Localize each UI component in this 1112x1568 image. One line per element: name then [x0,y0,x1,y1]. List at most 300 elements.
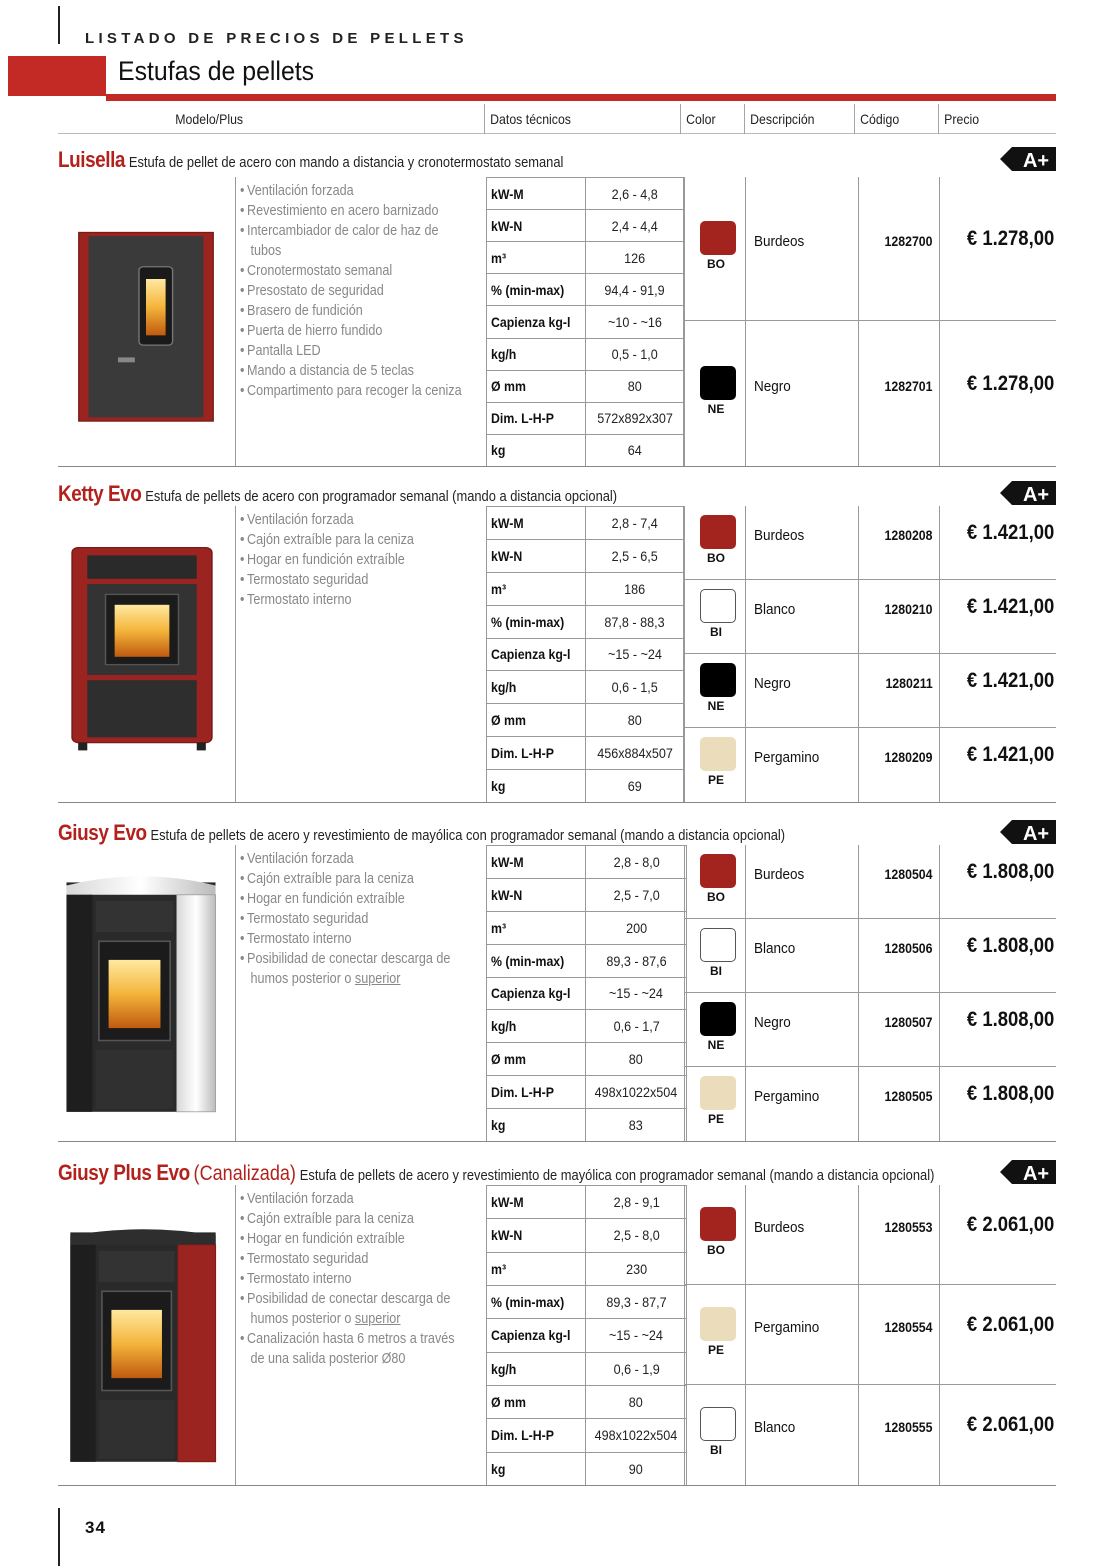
bullet-icon: • [240,283,245,299]
bullet-icon: • [240,383,245,399]
code-cell [858,1185,940,1284]
code-cell [858,1067,940,1141]
feature-item [240,1269,455,1289]
spec-label: kg/h [487,671,586,704]
model-header [58,481,1056,507]
spec-row [487,402,684,434]
spec-label: % (min-max) [487,274,586,306]
model-name: Luisella [58,147,126,172]
feature-item [240,301,462,321]
spec-value: 64 [586,434,684,466]
bullet-icon: • [240,183,245,199]
variant-description: Negro [754,675,791,692]
feature-text: Hogar en fundición extraíble [247,552,405,568]
variant-description: Blanco [754,1419,796,1436]
tech-specs-table [486,506,684,803]
feature-text: Ventilación forzada [247,183,354,199]
price: € 2.061,00 [966,1313,1054,1336]
color-code: BO [707,551,725,565]
bullet-icon: • [240,592,245,608]
spec-value: 2,6 - 4,8 [586,178,684,210]
feature-item [240,201,462,221]
color-cell [684,506,746,579]
bullet-icon: • [240,911,245,927]
col-header-color: Color [680,104,716,134]
variant-description: Burdeos [754,866,805,883]
model-header [58,1160,1056,1186]
bullet-icon: • [240,323,245,339]
feature-list [235,506,440,802]
energy-class-badge [1000,820,1056,844]
variant-description: Pergamino [754,749,820,766]
spec-row [487,1352,687,1385]
feature-text: Intercambiador de calor de haz de [247,223,439,239]
feature-text: Cronotermostato semanal [247,263,393,279]
color-cell [684,177,746,320]
feature-item [240,969,450,989]
color-cell [684,845,746,918]
energy-class-label: A+ [1022,150,1050,171]
spec-row [487,1109,687,1142]
spec-row [487,1219,687,1252]
spec-row [487,572,684,605]
spec-label: Capienza kg-l [487,977,586,1010]
color-cell [684,1385,746,1485]
spec-value: 498x1022x504 [586,1419,687,1452]
feature-text: Revestimiento en acero barnizado [247,203,439,219]
spec-row [487,605,684,638]
spec-value: 572x892x307 [586,402,684,434]
feature-text: Ventilación forzada [247,1191,354,1207]
bullet-icon: • [240,363,245,379]
spec-value: 200 [586,911,687,944]
feature-text: Termostato seguridad [247,911,369,927]
spec-label: Dim. L-H-P [487,1419,586,1452]
bullet-icon: • [240,1291,245,1307]
code-cell [858,845,940,918]
feature-item [240,570,414,590]
feature-text: Posibilidad de conectar descarga de [247,1291,451,1307]
spec-row [487,737,684,770]
color-code: BI [710,1443,722,1457]
variant-row [684,1067,1056,1141]
model-header-text [58,820,785,846]
model-name: Ketty Evo [58,481,142,506]
page-title: Estufas de pellets [118,56,315,86]
spec-label: m³ [487,572,586,605]
spec-label: % (min-max) [487,944,586,977]
code-cell [858,1385,940,1485]
color-code: NE [707,699,725,713]
page-margin-rule [58,6,60,44]
color-cell [684,1185,746,1284]
spec-label: kg [487,1109,586,1142]
feature-item [240,381,462,401]
spec-row [487,1186,687,1219]
feature-item [240,261,462,281]
color-cell [684,1067,746,1141]
price: € 1.278,00 [966,371,1054,395]
color-swatch [700,663,736,697]
spec-label: kW-M [487,846,586,879]
price: € 1.421,00 [966,595,1054,618]
section-divider [58,1141,1056,1142]
product-code: 1280505 [885,1088,933,1104]
spec-value: 230 [586,1252,687,1285]
section-divider [58,466,1056,467]
feature-text: Brasero de fundición [247,303,363,319]
product-code: 1282701 [885,377,933,394]
spec-row [487,1385,687,1418]
spec-value: 0,6 - 1,5 [586,671,684,704]
spec-label: kg [487,434,586,466]
product-code: 1280554 [885,1319,933,1335]
bullet-icon: • [240,851,245,867]
price: € 1.278,00 [966,227,1054,250]
page-number: 34 [85,1518,106,1537]
feature-list [235,177,495,466]
feature-item [240,1209,455,1229]
color-swatch [700,1307,736,1341]
variant-description: Negro [754,377,791,395]
feature-text: Termostato interno [247,1271,352,1287]
spec-row [487,704,684,737]
spec-label: kW-M [487,178,586,210]
spec-row [487,638,684,671]
feature-text: Mando a distancia de 5 teclas [247,363,414,379]
spec-label: m³ [487,242,586,274]
code-cell [858,506,940,579]
product-code: 1280210 [885,601,933,617]
spec-value: 0,6 - 1,7 [586,1010,687,1043]
feature-item [240,1329,455,1349]
tech-specs-table [486,1185,687,1486]
variant-description: Burdeos [754,233,805,250]
model-header [58,820,1056,846]
spec-label: Ø mm [487,1385,586,1418]
color-swatch [700,221,736,255]
feature-item [240,889,450,909]
color-swatch [700,1002,736,1036]
variant-description: Blanco [754,601,796,618]
feature-text: Cajón extraíble para la ceniza [247,532,414,548]
color-code: BO [707,257,725,271]
feature-item [240,550,414,570]
spec-row [487,242,684,274]
stove-image [60,870,222,1123]
page-margin-rule-bottom [58,1508,60,1566]
product-code: 1280504 [885,866,933,882]
feature-text: Presostato de seguridad [247,283,384,299]
spec-label: % (min-max) [487,605,586,638]
bullet-icon: • [240,891,245,907]
spec-value: 83 [586,1109,687,1142]
product-code: 1280209 [885,749,933,765]
spec-value: 89,3 - 87,7 [586,1285,687,1318]
spec-label: m³ [487,911,586,944]
color-code: BO [707,1243,725,1257]
bullet-icon: • [240,303,245,319]
feature-item [240,909,450,929]
spec-row [487,370,684,402]
feature-item: de una salida posterior Ø80 [250,1351,406,1367]
bullet-icon: • [240,552,245,568]
energy-class-label: A+ [1022,823,1050,844]
feature-item [240,1249,455,1269]
spec-label: kg [487,770,586,803]
spec-value: 2,8 - 7,4 [586,507,684,540]
variant-row [684,321,1056,466]
variant-description: Burdeos [754,1219,805,1236]
color-code: BI [710,625,722,639]
column-headers [58,104,1056,134]
code-cell [858,1285,940,1384]
spec-row [487,1419,687,1452]
spec-label: kW-N [487,210,586,242]
tech-specs-table [486,845,687,1142]
spec-label: kg/h [487,1010,586,1043]
feature-item [240,869,450,889]
spec-row [487,434,684,466]
feature-text: Hogar en fundición extraíble [247,1231,405,1247]
bullet-icon: • [240,1251,245,1267]
feature-text: Canalización hasta 6 metros a través [247,1331,455,1347]
spec-value: 126 [586,242,684,274]
spec-label: Capienza kg-l [487,638,586,671]
spec-row [487,1252,687,1285]
bullet-icon: • [240,1191,245,1207]
color-cell [684,993,746,1066]
feature-text: Compartimento para recoger la ceniza [247,383,462,399]
spec-value: 498x1022x504 [586,1076,687,1109]
spec-row [487,1452,687,1485]
spec-label: Ø mm [487,704,586,737]
spec-label: kW-N [487,1219,586,1252]
product-code: 1280208 [885,527,933,543]
bullet-icon: • [240,1331,245,1347]
feature-item [240,281,462,301]
bullet-icon: • [240,572,245,588]
bullet-icon: • [240,532,245,548]
color-swatch [700,1076,736,1110]
spec-value: 94,4 - 91,9 [586,274,684,306]
bullet-icon: • [240,931,245,947]
product-code: 1280555 [885,1419,933,1435]
feature-item [240,849,450,869]
spec-label: Dim. L-H-P [487,737,586,770]
variant-row [684,580,1056,654]
spec-label: % (min-max) [487,1285,586,1318]
spec-value: 2,5 - 8,0 [586,1219,687,1252]
title-accent-rule [106,94,1056,101]
spec-row [487,306,684,338]
bullet-icon: • [240,1211,245,1227]
color-cell [684,1285,746,1384]
spec-label: kW-M [487,507,586,540]
color-code: PE [707,773,724,787]
feature-text: Ventilación forzada [247,851,354,867]
price: € 1.808,00 [966,860,1054,883]
bullet-icon: • [240,223,245,239]
feature-text: Cajón extraíble para la ceniza [247,1211,414,1227]
spec-value: 89,3 - 87,6 [586,944,687,977]
color-swatch [700,928,736,962]
bullet-icon: • [240,871,245,887]
feature-item: tubos [250,243,282,259]
feature-item [240,510,414,530]
spec-row [487,1285,687,1318]
feature-item [240,341,462,361]
variant-row [684,177,1056,321]
bullet-icon: • [240,512,245,528]
stove-image [66,545,218,758]
feature-item [240,949,450,969]
feature-text: humos posterior o [250,1311,355,1327]
spec-label: Ø mm [487,1043,586,1076]
energy-class-badge [1000,481,1056,505]
variant-row [684,1385,1056,1485]
spec-value: 186 [586,572,684,605]
spec-row [487,1043,687,1076]
price: € 1.421,00 [966,743,1054,766]
col-header-price: Precio [938,104,979,134]
variant-row [684,654,1056,728]
feature-list [235,845,482,1141]
variant-row [684,845,1056,919]
product-code: 1280553 [885,1219,933,1235]
feature-item [240,1289,455,1309]
color-swatch [700,589,736,623]
spec-value: 80 [586,1385,687,1418]
tech-specs-table [486,177,684,467]
color-code: BI [710,964,722,978]
feature-text: Ventilación forzada [247,512,354,528]
spec-row [487,911,687,944]
spec-row [487,944,687,977]
variant-description: Blanco [754,940,796,957]
variant-description: Pergamino [754,1319,820,1336]
code-cell [858,728,940,802]
variant-row [684,1185,1056,1285]
color-swatch [700,1407,736,1441]
spec-value: 0,5 - 1,0 [586,338,684,370]
model-description: Estufa de pellet de acero con mando a distancia y cronotermostato semanal [128,154,564,171]
spec-value: ~15 - ~24 [586,638,684,671]
spec-value: 2,5 - 6,5 [586,539,684,572]
feature-item [240,929,450,949]
spec-value: ~10 - ~16 [586,306,684,338]
spec-value: 80 [586,704,684,737]
color-swatch [700,737,736,771]
spec-label: kW-N [487,878,586,911]
spec-value: 87,8 - 88,3 [586,605,684,638]
model-name: Giusy Plus Evo [58,1160,190,1185]
model-header-text [58,481,617,507]
color-cell [684,919,746,992]
feature-text: Posibilidad de conectar descarga de [247,951,451,967]
feature-item [240,181,462,201]
variant-description: Pergamino [754,1088,820,1105]
color-swatch [700,515,736,549]
spec-value: 90 [586,1452,687,1485]
color-cell [684,654,746,727]
energy-class-label: A+ [1022,484,1050,505]
model-header-text [58,147,563,173]
color-code: PE [707,1343,724,1357]
bullet-icon: • [240,1271,245,1287]
feature-text: humos posterior o [250,971,355,987]
spec-label: kW-M [487,1186,586,1219]
model-variant-note: (Canalizada) [193,1162,296,1185]
color-code: NE [707,1038,725,1052]
color-code: NE [707,401,725,416]
bullet-icon: • [240,951,245,967]
spec-row [487,1076,687,1109]
spec-row [487,338,684,370]
spec-value: 0,6 - 1,9 [586,1352,687,1385]
col-header-code: Código [854,104,899,134]
feature-item [240,321,462,341]
variant-row [684,993,1056,1067]
feature-text: Termostato seguridad [247,1251,369,1267]
model-header [58,147,1056,173]
variant-row [684,728,1056,802]
model-description: Estufa de pellets de acero con programador semanal (mando a distancia opcional) [145,488,618,505]
code-cell [858,919,940,992]
spec-row [487,846,687,879]
color-swatch [700,854,736,888]
col-header-description: Descripción [744,104,815,134]
code-cell [858,654,940,727]
col-header-model: Modelo/Plus [175,111,244,127]
section-divider [58,1485,1056,1486]
price: € 1.421,00 [966,521,1054,544]
price: € 1.808,00 [966,934,1054,957]
spec-value: ~15 - ~24 [586,1319,687,1352]
price: € 2.061,00 [966,1413,1054,1436]
spec-row [487,977,687,1010]
product-code: 1282700 [885,233,933,249]
spec-label: kg/h [487,1352,586,1385]
model-header-text [58,1160,934,1186]
spec-value: 80 [586,1043,687,1076]
model-description: Estufa de pellets de acero y revestimiento de mayólica con programador semanal (mando a distancia opcional) [150,827,786,844]
variant-row [684,1285,1056,1385]
section-divider [58,802,1056,803]
color-code: PE [707,1112,724,1126]
color-code: BO [707,890,725,904]
feature-list [235,1185,487,1485]
price: € 2.061,00 [966,1213,1054,1236]
variant-description: Negro [754,1014,791,1031]
col-header-tech: Datos técnicos [484,104,571,134]
code-cell [858,993,940,1066]
spec-label: m³ [487,1252,586,1285]
color-cell [684,580,746,653]
bullet-icon: • [240,343,245,359]
spec-label: Capienza kg-l [487,1319,586,1352]
spec-label: kg [487,1452,586,1485]
stove-image [64,1220,222,1473]
feature-text-underlined: superior [354,971,401,987]
variant-row [684,506,1056,580]
feature-item [240,1229,455,1249]
spec-value: 2,8 - 8,0 [586,846,687,879]
spec-label: Capienza kg-l [487,306,586,338]
variant-description: Burdeos [754,527,805,544]
variant-row [684,919,1056,993]
spec-value: 2,5 - 7,0 [586,878,687,911]
